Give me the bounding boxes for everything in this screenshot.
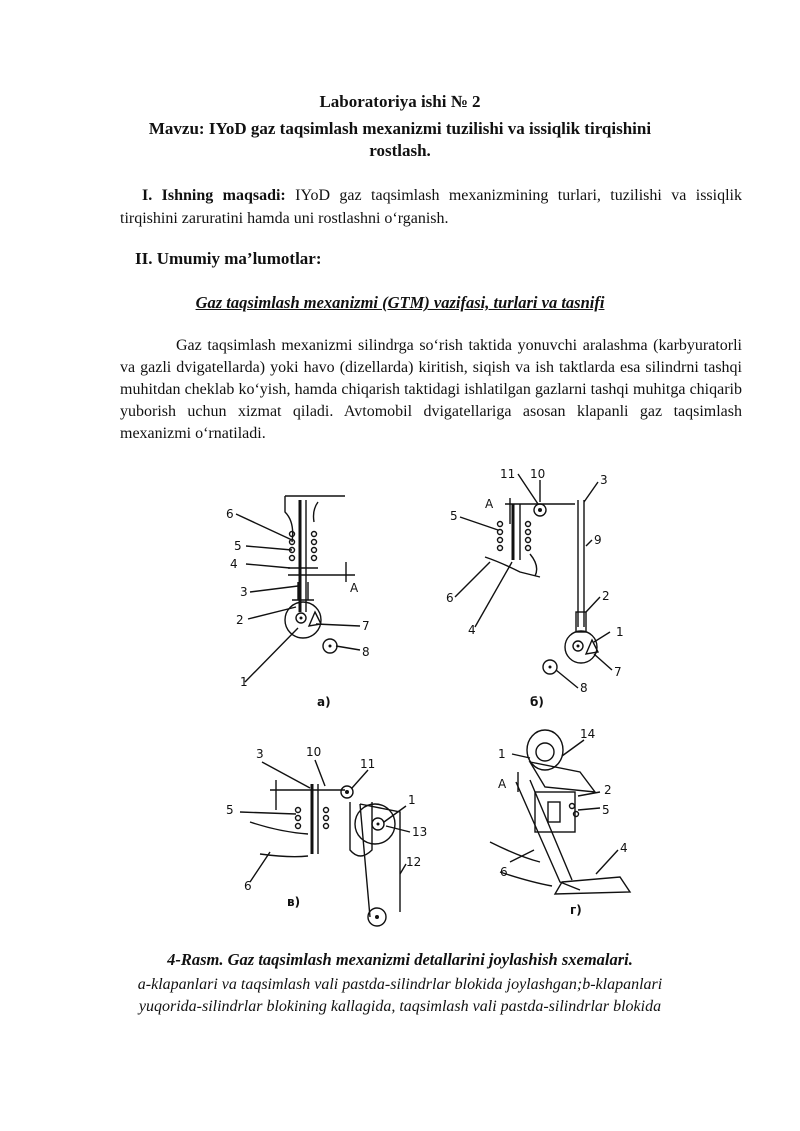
figure-panel-a — [226, 496, 370, 709]
goal-label: I. Ishning maqsadi: — [142, 187, 286, 204]
svg-text:10: 10 — [306, 745, 322, 759]
svg-text:13: 13 — [412, 825, 428, 839]
figure-panel-v — [226, 745, 427, 926]
goal-text: IYoD gaz taqsimlash mexanizmining turlari, tuzilishi va issiqlik tirqishini zaruratini hamda uni rostlashni o‘rganish. — [120, 187, 742, 227]
valve-mechanism-figure — [200, 462, 660, 932]
general-info-heading: II. Umumiy ma’lumotlar: — [135, 249, 322, 268]
svg-text:6: 6 — [500, 865, 508, 879]
svg-text:2: 2 — [604, 783, 612, 797]
svg-text:4: 4 — [230, 557, 238, 571]
svg-text:в): в) — [287, 895, 301, 909]
lab-title: Laboratoriya ishi № 2 — [319, 92, 481, 111]
svg-text:6: 6 — [446, 591, 454, 605]
section-heading: Gaz taqsimlash mexanizmi (GTM) vazifasi, turlari va tasnifi — [195, 293, 605, 312]
figure-caption-title: 4-Rasm. Gaz taqsimlash mexanizmi detallarini joylashish sxemalari. — [167, 950, 633, 969]
figure-panel-b — [446, 467, 624, 709]
svg-text:5: 5 — [450, 509, 458, 523]
goal-paragraph — [120, 184, 742, 230]
svg-text:8: 8 — [362, 645, 370, 659]
svg-text:7: 7 — [614, 665, 622, 679]
svg-text:г): г) — [570, 903, 582, 917]
svg-text:б): б) — [530, 695, 544, 709]
svg-text:3: 3 — [256, 747, 264, 761]
svg-text:1: 1 — [240, 675, 248, 689]
svg-text:1: 1 — [616, 625, 624, 639]
body-paragraph: Gaz taqsimlash mexanizmi silindrga so‘rish taktida yonuvchi aralashma (karbyuratorli va gazli dvigatellarda) yoki havo (dizellarda) kiritish, siqish va ish taktlarda esa silindrni tashqi muhitdan cheklab ko‘yish, hamda chiqarish taktidagi ishlatilgan gazlarni tashqi muhitga chiqarib yuborish uchun xizmat qiladi. Avtomobil dvigatellariga asosan klapanli gaz taqsimlash mexanizmi o‘rnatiladi. — [120, 337, 742, 442]
svg-text:4: 4 — [468, 623, 476, 637]
svg-text:1: 1 — [408, 793, 416, 807]
svg-text:5: 5 — [226, 803, 234, 817]
svg-text:а): а) — [317, 695, 331, 709]
svg-text:A: A — [485, 497, 494, 511]
figure-caption-text: a-klapanlari va taqsimlash vali pastda-silindrlar blokida joylashgan;b-klapanlari yuqorida-silindrlar blokining kallagida, taqsimlash vali pastda-silindrlar blokida — [137, 976, 663, 1015]
svg-text:3: 3 — [240, 585, 248, 599]
svg-text:14: 14 — [580, 727, 596, 741]
topic-title: Mavzu: IYoD gaz taqsimlash mexanizmi tuzilishi va issiqlik tirqishini rostlash. — [148, 119, 652, 160]
svg-text:2: 2 — [602, 589, 610, 603]
svg-text:8: 8 — [580, 681, 588, 695]
svg-text:6: 6 — [226, 507, 234, 521]
svg-text:11: 11 — [360, 757, 376, 771]
svg-text:11: 11 — [500, 467, 516, 481]
svg-text:4: 4 — [620, 841, 628, 855]
svg-text:A: A — [498, 777, 507, 791]
svg-text:2: 2 — [236, 613, 244, 627]
svg-text:5: 5 — [602, 803, 610, 817]
svg-text:1: 1 — [498, 747, 506, 761]
svg-text:3: 3 — [600, 473, 608, 487]
svg-text:12: 12 — [406, 855, 422, 869]
figure-panel-g — [490, 727, 630, 917]
svg-text:9: 9 — [594, 533, 602, 547]
svg-text:A: A — [350, 581, 359, 595]
svg-text:10: 10 — [530, 467, 546, 481]
svg-text:6: 6 — [244, 879, 252, 893]
svg-text:7: 7 — [362, 619, 370, 633]
svg-text:5: 5 — [234, 539, 242, 553]
